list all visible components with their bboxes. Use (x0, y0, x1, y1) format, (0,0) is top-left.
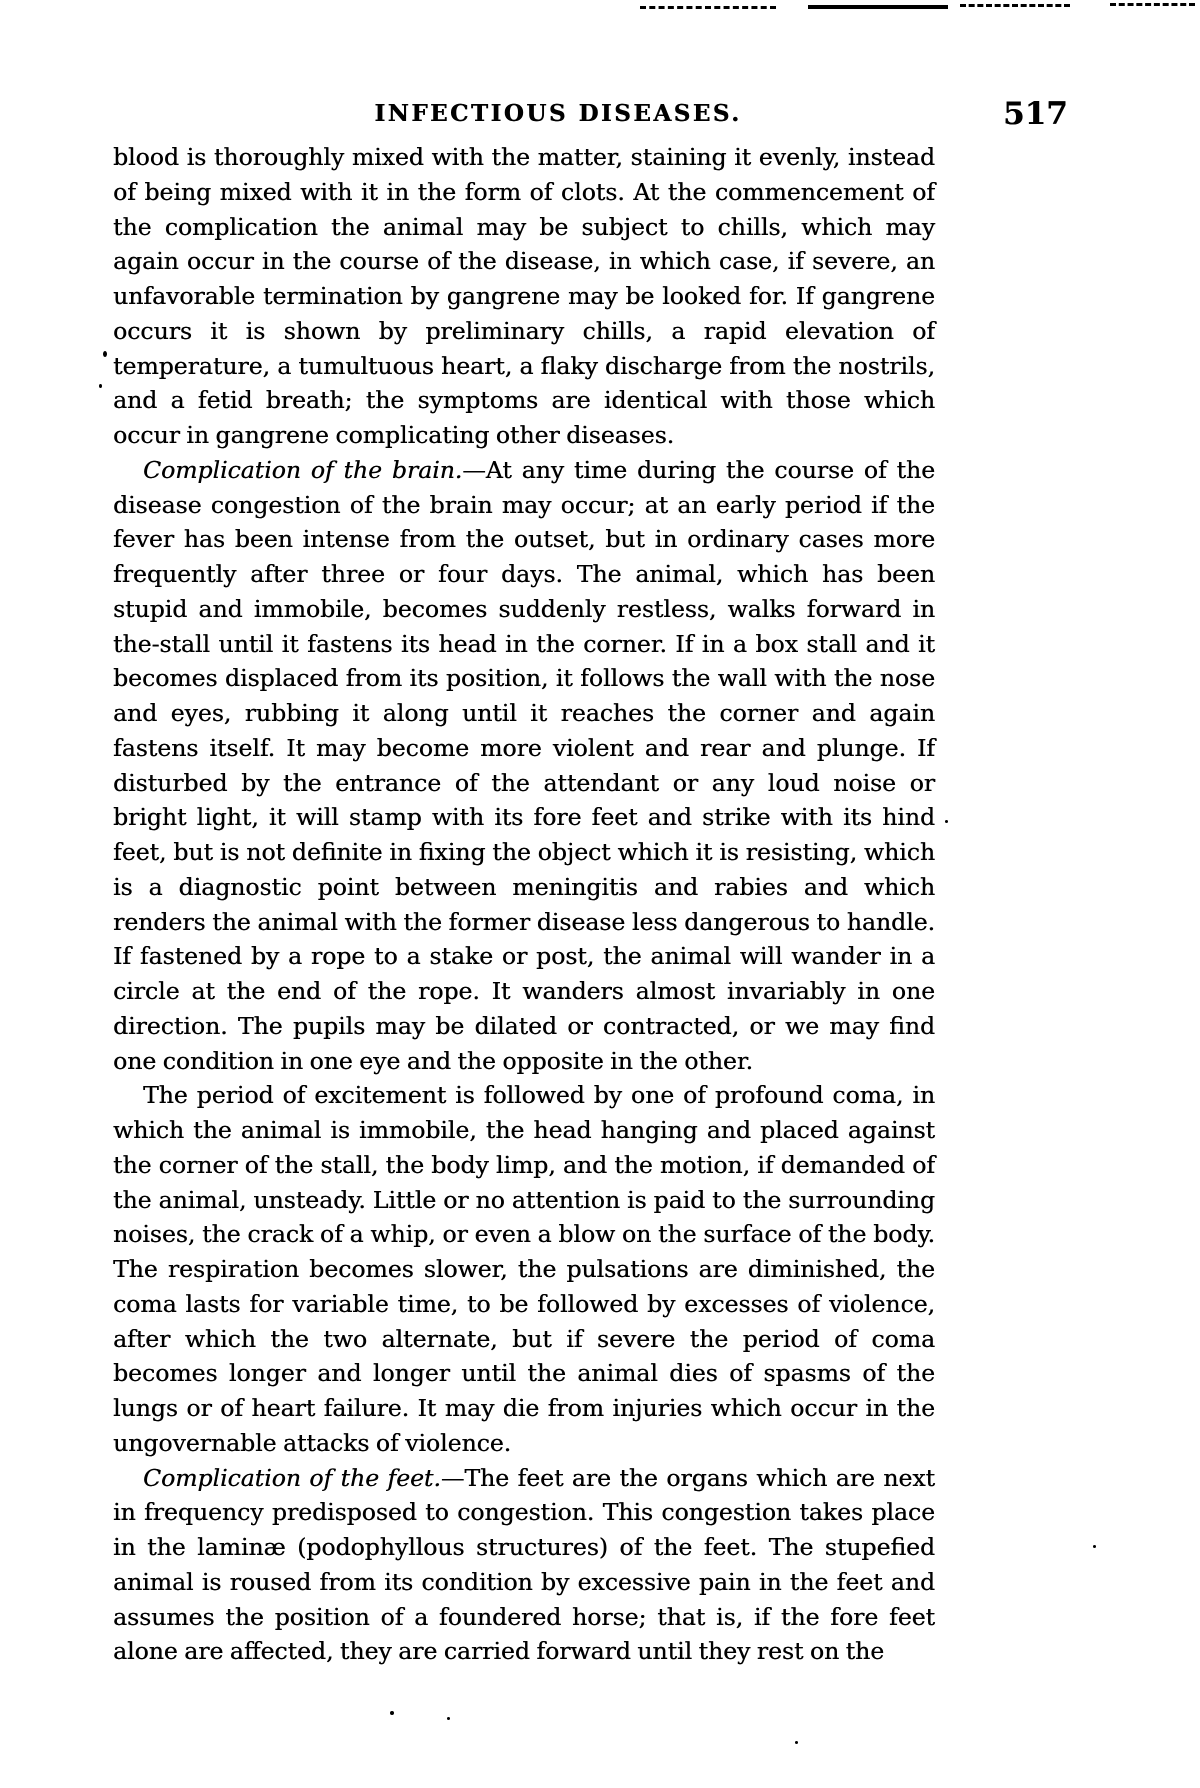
scan-artifact-solid-line (808, 5, 948, 9)
paragraph-text: The period of excitement is followed by one of profound coma, in which the animal is immobile, the head hanging and placed against the corner of the stall, the body limp, and the motion, if demanded of the animal, unsteady. Little or no attention is paid to the surrounding noises, the crack of a whip, or even a blow on the surface of the body. The respiration becomes slower, the pulsations are diminished, the coma lasts for variable time, to be followed by excesses of violence, after which the two alternate, but if severe the period of coma becomes longer and longer until the animal dies of spasms of the lungs or of heart failure. It may die from injuries which occur in the ungovernable attacks of violence. (113, 1081, 935, 1457)
scan-artifact-dashed-line (640, 6, 776, 9)
scan-speck (1093, 1545, 1096, 1548)
scan-speck (103, 351, 107, 357)
paragraph-lead-italic: Complication of the brain. (143, 455, 463, 484)
scan-speck (945, 820, 948, 823)
paragraph-text: —The feet are the organs which are next in frequency predisposed to congestion. This congestion takes place in the laminæ (podophyllous structures) of the feet. The stupefied animal is roused from its condition by excessive pain in the feet and assumes the position of a foundered horse; that is, if the fore feet alone are affected, they are carried forward until they rest on the (113, 1463, 935, 1666)
paragraph-text: blood is thoroughly mixed with the matter, staining it evenly, instead of being mixed with it in the form of clots. At the commencement of the complication the animal may be subject to chills, which may again occur in the course of the disease, in which case, if severe, an unfavorable termination by gangrene may be looked for. If gangrene occurs it is shown by preliminary chills, a rapid elevation of temperature, a tumultuous heart, a flaky discharge from the nostrils, and a fetid breath; the symptoms are identical with those which occur in gangrene complicating other diseases. (113, 143, 935, 449)
scan-speck (99, 384, 102, 388)
paragraph-4 (113, 1461, 935, 1670)
paragraph-lead-italic: Complication of the feet. (143, 1463, 441, 1492)
paragraph-1 (113, 140, 935, 453)
scan-speck (795, 1741, 798, 1744)
scan-artifact-dashed-line (1110, 3, 1195, 6)
page-title: INFECTIOUS DISEASES. (374, 100, 742, 127)
paragraph-2 (113, 453, 935, 1079)
scan-artifact-dashed-line (960, 4, 1070, 7)
scan-speck (390, 1711, 394, 1715)
paragraph-text: —At any time during the course of the disease congestion of the brain may occur; at an early period if the fever has been intense from the outset, but in ordinary cases more frequently after three or four days. The animal, which has been stupid and immobile, becomes suddenly restless, walks forward in the-stall until it fastens its head in the corner. If in a box stall and it becomes displaced from its position, it follows the wall with the nose and eyes, rubbing it along until it reaches the corner and again fastens itself. It may become more violent and rear and plunge. If disturbed by the entrance of the attendant or any loud noise or bright light, it will stamp with its fore feet and strike with its hind feet, but is not definite in fixing the object which it is resisting, which is a diagnostic point between meningitis and rabies and which renders the animal with the former disease less dangerous to handle. If fastened by a rope to a stake or post, the animal will wander in a circle at the end of the rope. It wanders almost invariably in one direction. The pupils may be dilated or contracted, or we may find one condition in one eye and the opposite in the other. (113, 455, 935, 1075)
text-column (113, 140, 935, 1669)
page-number: 517 (1003, 96, 1068, 132)
scan-speck (447, 1717, 450, 1720)
paragraph-3 (113, 1078, 935, 1460)
running-head (0, 96, 1200, 136)
